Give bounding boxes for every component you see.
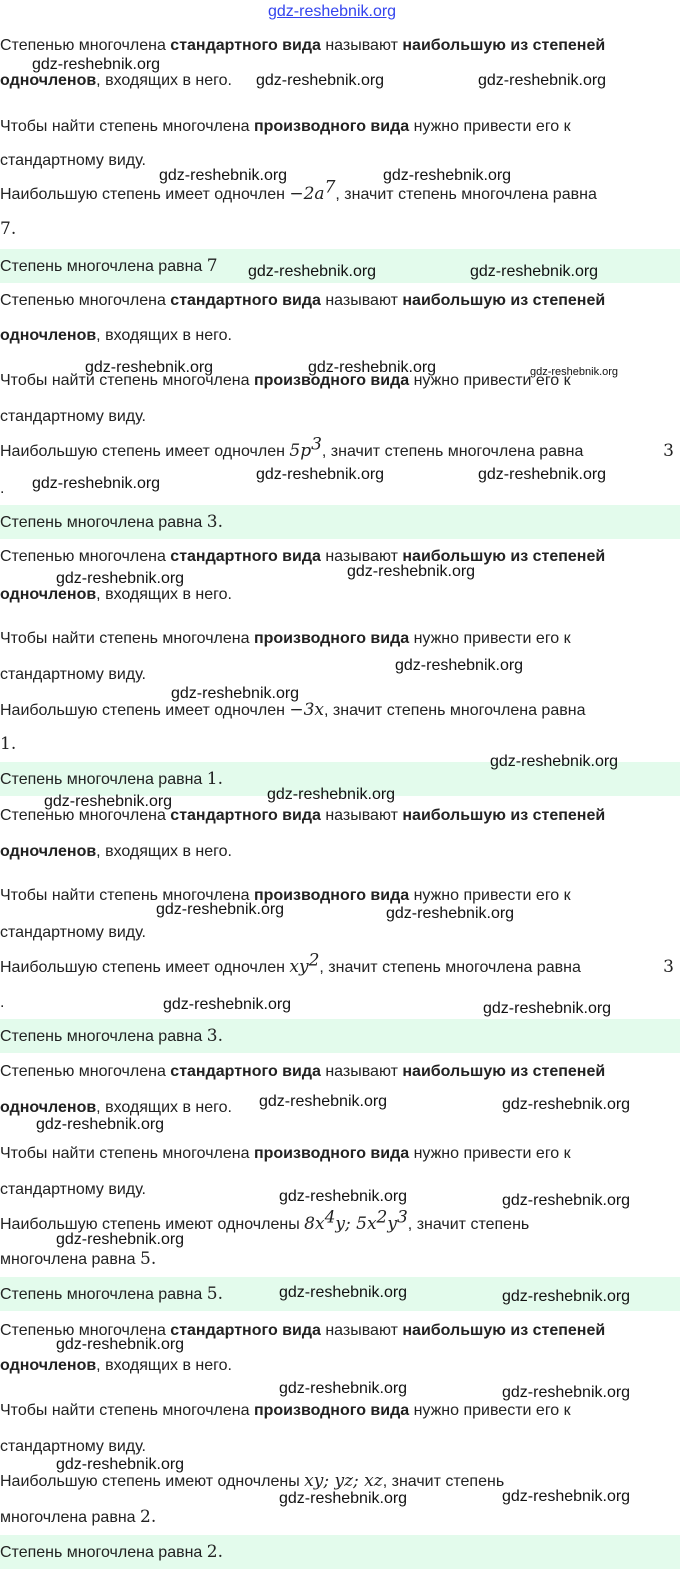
watermark: gdz-reshebnik.org	[502, 1288, 631, 1305]
term-max-degree: наибольшую из степеней	[402, 1322, 606, 1339]
answer-value: 3.	[206, 1026, 224, 1046]
answer-text: Степень многочлена равна	[0, 1544, 207, 1561]
term-standard-form: стандартного вида	[170, 807, 321, 824]
watermark: gdz-reshebnik.org	[256, 72, 385, 89]
text: Чтобы найти степень многочлена	[0, 372, 254, 389]
solution-line	[0, 177, 597, 206]
watermark: gdz-reshebnik.org	[279, 1490, 408, 1507]
text: многочлена равна	[0, 1509, 140, 1526]
text: , входящих в него.	[96, 72, 232, 89]
definition-line-1	[0, 290, 605, 312]
watermark: gdz-reshebnik.org	[56, 1456, 185, 1473]
term-standard-form: стандартного вида	[170, 1322, 321, 1339]
term-monomials: одночленов	[0, 72, 97, 89]
text: Чтобы найти степень многочлена	[0, 630, 254, 647]
text: Степенью многочлена	[0, 292, 171, 309]
term-standard-form: стандартного вида	[170, 292, 321, 309]
watermark: gdz-reshebnik.org	[259, 1093, 388, 1110]
watermark: gdz-reshebnik.org	[530, 366, 619, 378]
term-max-degree: наибольшую из степеней	[402, 548, 606, 565]
text: нужно привести его к	[409, 887, 571, 904]
method-line-2: стандартному виду.	[0, 152, 146, 169]
term-derived-form: производного вида	[253, 887, 410, 904]
term-monomials: одночленов	[0, 1357, 97, 1374]
text: нужно привести его к	[409, 1402, 571, 1419]
method-line-2: стандартному виду.	[0, 924, 146, 941]
text: , значит степень многочлена равна	[335, 186, 597, 203]
watermark: gdz-reshebnik.org	[159, 167, 288, 184]
text: Наибольшую степень имеет одночлен	[0, 959, 290, 976]
degree-value: 3	[663, 441, 674, 461]
answer-text: Степень многочлена равна	[0, 258, 207, 275]
watermark: gdz-reshebnik.org	[395, 657, 524, 674]
monomial: xy	[289, 957, 309, 977]
monomial: xy; yz; xz	[304, 1471, 383, 1491]
exponent: 4	[324, 1207, 336, 1228]
term-max-degree: наибольшую из степеней	[402, 807, 606, 824]
term-monomials: одночленов	[0, 327, 97, 344]
watermark: gdz-reshebnik.org	[85, 359, 214, 376]
watermark: gdz-reshebnik.org	[32, 56, 161, 73]
watermark: gdz-reshebnik.org	[502, 1488, 631, 1505]
method-line-1	[0, 116, 571, 138]
text: , входящих в него.	[96, 1357, 232, 1374]
text: Степенью многочлена	[0, 37, 171, 54]
watermark: gdz-reshebnik.org	[279, 1380, 408, 1397]
watermark: gdz-reshebnik.org	[171, 685, 300, 702]
text: Степенью многочлена	[0, 548, 171, 565]
answer-box	[0, 505, 680, 539]
term-derived-form: производного вида	[253, 1145, 410, 1162]
text: , значит степень	[407, 1216, 530, 1233]
watermark: gdz-reshebnik.org	[56, 1336, 185, 1353]
solution-tail: 1.	[0, 734, 17, 754]
watermark: gdz-reshebnik.org	[56, 1231, 185, 1248]
text: Чтобы найти степень многочлена	[0, 887, 254, 904]
text: нужно привести его к	[409, 372, 571, 389]
monomial: 8x	[304, 1214, 325, 1234]
answer-value: 1.	[206, 769, 224, 789]
text: нужно привести его к	[409, 1145, 571, 1162]
watermark: gdz-reshebnik.org	[256, 466, 385, 483]
solution-line	[0, 434, 680, 463]
answer-value: 2.	[206, 1542, 224, 1562]
exponent: 2	[308, 950, 320, 971]
watermark: gdz-reshebnik.org	[383, 167, 512, 184]
watermark: gdz-reshebnik.org	[163, 996, 292, 1013]
term-max-degree: наибольшую из степеней	[402, 292, 606, 309]
text: называют	[320, 1322, 403, 1339]
term-derived-form: производного вида	[253, 118, 410, 135]
method-line-1	[0, 628, 571, 650]
text: нужно привести его к	[409, 630, 571, 647]
text: Наибольшую степень имеют одночлены	[0, 1216, 305, 1233]
term-derived-form: производного вида	[253, 630, 410, 647]
definition-line-1	[0, 1061, 605, 1083]
text: Чтобы найти степень многочлена	[0, 1402, 254, 1419]
answer-text: Степень многочлена равна	[0, 771, 207, 788]
solution-line-2	[0, 1506, 156, 1529]
watermark: gdz-reshebnik.org	[32, 475, 161, 492]
watermark: gdz-reshebnik.org	[308, 359, 437, 376]
degree-value: 2.	[140, 1507, 157, 1527]
watermark: gdz-reshebnik.org	[347, 563, 476, 580]
method-line-2: стандартному виду.	[0, 408, 146, 425]
text: , значит степень	[382, 1473, 505, 1490]
method-line-2: стандартному виду.	[0, 666, 146, 683]
exponent: 3	[396, 1207, 408, 1228]
term-monomials: одночленов	[0, 1099, 97, 1116]
term-max-degree: наибольшую из степеней	[402, 37, 606, 54]
answer-text: Степень многочлена равна	[0, 1028, 207, 1045]
text: Наибольшую степень имеет одночлен	[0, 702, 290, 719]
answer-box	[0, 1535, 680, 1569]
watermark-link[interactable]: gdz-reshebnik.org	[268, 3, 397, 20]
term-derived-form: производного вида	[253, 372, 410, 389]
text: Наибольшую степень имеет одночлен	[0, 443, 290, 460]
method-line-2: стандартному виду.	[0, 1181, 146, 1198]
text: , значит степень многочлена равна	[319, 959, 581, 976]
watermark: gdz-reshebnik.org	[156, 901, 285, 918]
solution-tail: .	[0, 480, 5, 497]
text: Степенью многочлена	[0, 1063, 171, 1080]
exponent: 3	[311, 434, 322, 455]
answer-text: Степень многочлена равна	[0, 514, 207, 531]
monomial: y; 5x	[335, 1214, 377, 1234]
text: Чтобы найти степень многочлена	[0, 118, 254, 135]
text: называют	[320, 37, 403, 54]
answer-box	[0, 1019, 680, 1053]
degree-value: 3	[663, 957, 674, 977]
answer-text: Степень многочлена равна	[0, 1286, 207, 1303]
term-monomials: одночленов	[0, 843, 97, 860]
answer-value: 5.	[206, 1284, 224, 1304]
watermark: gdz-reshebnik.org	[36, 1116, 165, 1133]
solution-line-2	[0, 1248, 156, 1271]
definition-line-1	[0, 546, 605, 568]
watermark: gdz-reshebnik.org	[56, 570, 185, 587]
watermark: gdz-reshebnik.org	[248, 263, 377, 280]
method-line-2: стандартному виду.	[0, 1438, 146, 1455]
solution-tail: .	[0, 994, 5, 1011]
text: многочлена равна	[0, 1251, 140, 1268]
monomial: −3x	[289, 700, 325, 720]
watermark: gdz-reshebnik.org	[502, 1096, 631, 1113]
text: Степенью многочлена	[0, 807, 171, 824]
term-derived-form: производного вида	[253, 1402, 410, 1419]
text: Чтобы найти степень многочлена	[0, 1145, 254, 1162]
watermark: gdz-reshebnik.org	[502, 1192, 631, 1209]
definition-line-2	[0, 1355, 232, 1377]
term-standard-form: стандартного вида	[170, 37, 321, 54]
monomial: −2a	[289, 184, 325, 204]
watermark: gdz-reshebnik.org	[490, 753, 619, 770]
text: нужно привести его к	[409, 118, 571, 135]
term-max-degree: наибольшую из степеней	[402, 1063, 606, 1080]
exponent: 7	[324, 177, 336, 198]
watermark: gdz-reshebnik.org	[279, 1284, 408, 1301]
watermark: gdz-reshebnik.org	[502, 1384, 631, 1401]
text: , значит степень многочлена равна	[324, 702, 586, 719]
solution-line	[0, 950, 680, 979]
watermark: gdz-reshebnik.org	[470, 263, 599, 280]
method-line-1	[0, 885, 571, 907]
definition-line-1	[0, 35, 605, 57]
degree-value: 5.	[140, 1249, 157, 1269]
text: называют	[320, 292, 403, 309]
watermark: gdz-reshebnik.org	[279, 1188, 408, 1205]
text: , входящих в него.	[96, 843, 232, 860]
text: Степенью многочлена	[0, 1322, 171, 1339]
watermark: gdz-reshebnik.org	[386, 905, 515, 922]
solution-tail: 7.	[0, 219, 17, 239]
watermark: gdz-reshebnik.org	[483, 1000, 612, 1017]
method-line-1	[0, 1143, 571, 1165]
text: Наибольшую степень имеет одночлен	[0, 186, 290, 203]
watermark: gdz-reshebnik.org	[267, 786, 396, 803]
answer-value: 7	[206, 256, 218, 276]
term-monomials: одночленов	[0, 586, 97, 603]
watermark: gdz-reshebnik.org	[44, 793, 173, 810]
answer-value: 3.	[206, 512, 224, 532]
term-standard-form: стандартного вида	[170, 548, 321, 565]
term-standard-form: стандартного вида	[170, 1063, 321, 1080]
monomial: y	[387, 1214, 397, 1234]
text: Наибольшую степень имеют одночлены	[0, 1473, 305, 1490]
definition-line-2	[0, 325, 232, 347]
text: называют	[320, 1063, 403, 1080]
text: , входящих в него.	[96, 327, 232, 344]
text: , значит степень многочлена равна	[321, 443, 584, 460]
watermark: gdz-reshebnik.org	[478, 466, 607, 483]
definition-line-2	[0, 841, 232, 863]
text: называют	[320, 548, 403, 565]
text: называют	[320, 807, 403, 824]
exponent: 2	[376, 1207, 388, 1228]
monomial: 5p	[289, 441, 312, 461]
watermark: gdz-reshebnik.org	[478, 72, 607, 89]
text: , входящих в него.	[96, 1099, 232, 1116]
text: , входящих в него.	[96, 586, 232, 603]
method-line-1	[0, 1400, 571, 1422]
